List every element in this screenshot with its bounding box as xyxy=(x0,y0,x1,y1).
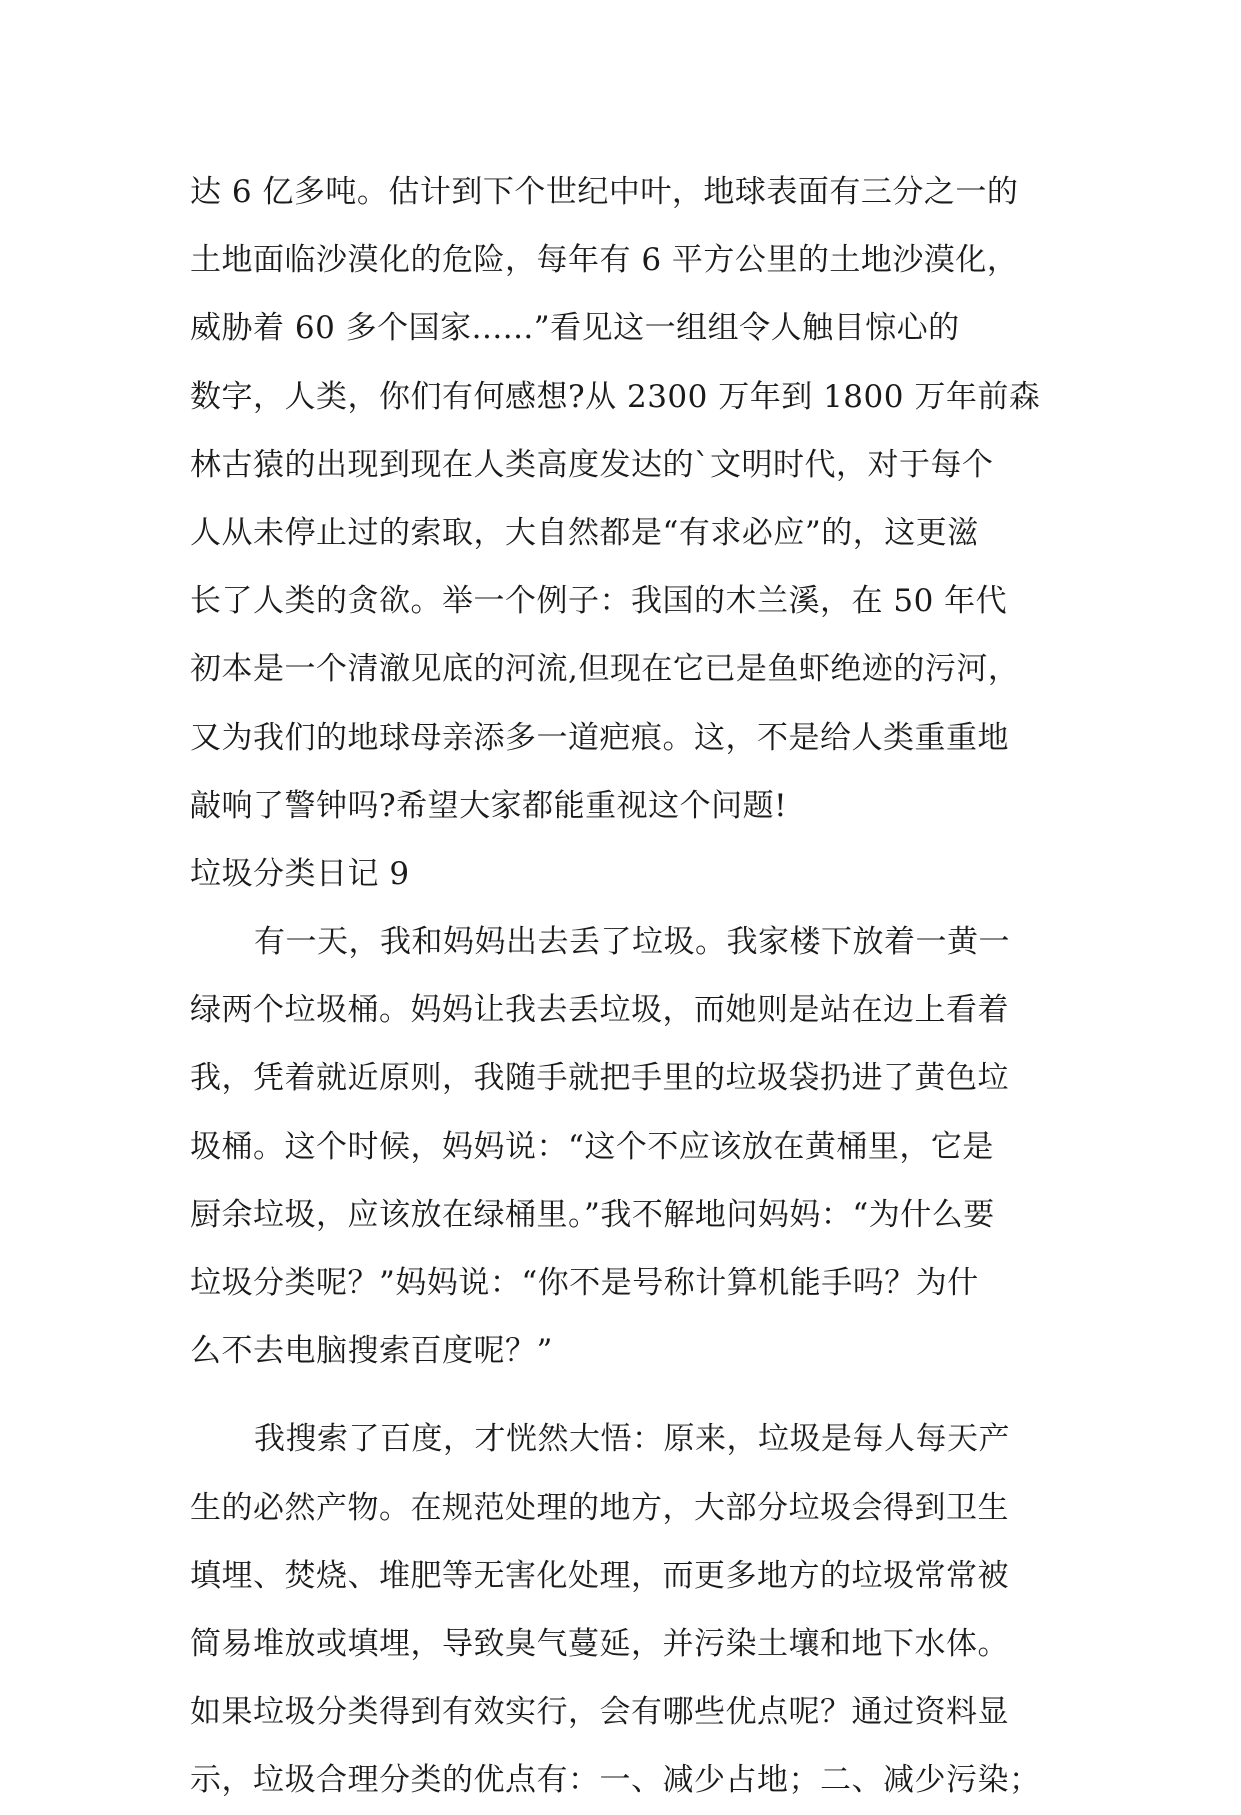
text-line: 我搜索了百度，才恍然大悟：原来，垃圾是每人每天产 xyxy=(254,1421,1010,1458)
paragraph-spacing xyxy=(190,1385,1070,1405)
text-line: 人从未停止过的索取，大自然都是“有求必应”的，这更滋 xyxy=(190,514,979,551)
text-line: 土地面临沙漠化的危险，每年有 6 平方公里的土地沙漠化， xyxy=(190,242,1019,279)
text-line: 敲响了警钟吗?希望大家都能重视这个问题! xyxy=(190,787,788,824)
text-line: 圾桶。这个时候，妈妈说：“这个不应该放在黄桶里，它是 xyxy=(190,1128,994,1165)
text-line: 林古猿的出现到现在人类高度发达的`文明时代，对于每个 xyxy=(190,446,994,483)
section-heading: 垃圾分类日记 9 xyxy=(190,855,410,892)
text-line: 填埋、焚烧、堆肥等无害化处理，而更多地方的垃圾常常被 xyxy=(190,1557,1009,1594)
text-line: 初本是一个清澈见底的河流,但现在它已是鱼虾绝迹的污河， xyxy=(190,651,1020,688)
text-line: 有一天，我和妈妈出去丢了垃圾。我家楼下放着一黄一 xyxy=(254,924,1010,961)
paragraph-one xyxy=(190,908,1070,1385)
document-body xyxy=(190,158,1070,1815)
text-line: 示，垃圾合理分类的优点有：一、减少占地；二、减少污染； xyxy=(190,1762,1041,1799)
text-line: 威胁着 60 多个国家......”看见这一组组令人触目惊心的 xyxy=(190,310,960,347)
text-line: 达 6 亿多吨。估计到下个世纪中叶，地球表面有三分之一的 xyxy=(190,174,1019,210)
continued-paragraph xyxy=(190,158,1070,840)
text-line: 数字，人类，你们有何感想?从 2300 万年到 1800 万年前森 xyxy=(190,378,1041,415)
text-line: 厨余垃圾，应该放在绿桶里。”我不解地问妈妈：“为什么要 xyxy=(190,1196,995,1233)
text-line: 生的必然产物。在规范处理的地方，大部分垃圾会得到卫生 xyxy=(190,1489,1009,1526)
text-line: 又为我们的地球母亲添多一道疤痕。这，不是给人类重重地 xyxy=(190,719,1009,756)
text-line: 垃圾分类呢？”妈妈说：“你不是号称计算机能手吗？为什 xyxy=(190,1265,979,1301)
text-line: 绿两个垃圾桶。妈妈让我去丢垃圾，而她则是站在边上看着 xyxy=(190,992,1009,1029)
text-line: 我，凭着就近原则，我随手就把手里的垃圾袋扔进了黄色垃 xyxy=(190,1060,1009,1097)
text-line: 长了人类的贪欲。举一个例子：我国的木兰溪，在 50 年代 xyxy=(190,583,1008,620)
text-line: 简易堆放或填埋，导致臭气蔓延，并污染土壤和地下水体。 xyxy=(190,1625,1009,1662)
text-line: 么不去电脑搜索百度呢？” xyxy=(190,1333,553,1370)
paragraph-two xyxy=(190,1405,1070,1814)
text-line: 如果垃圾分类得到有效实行，会有哪些优点呢？通过资料显 xyxy=(190,1694,1009,1731)
